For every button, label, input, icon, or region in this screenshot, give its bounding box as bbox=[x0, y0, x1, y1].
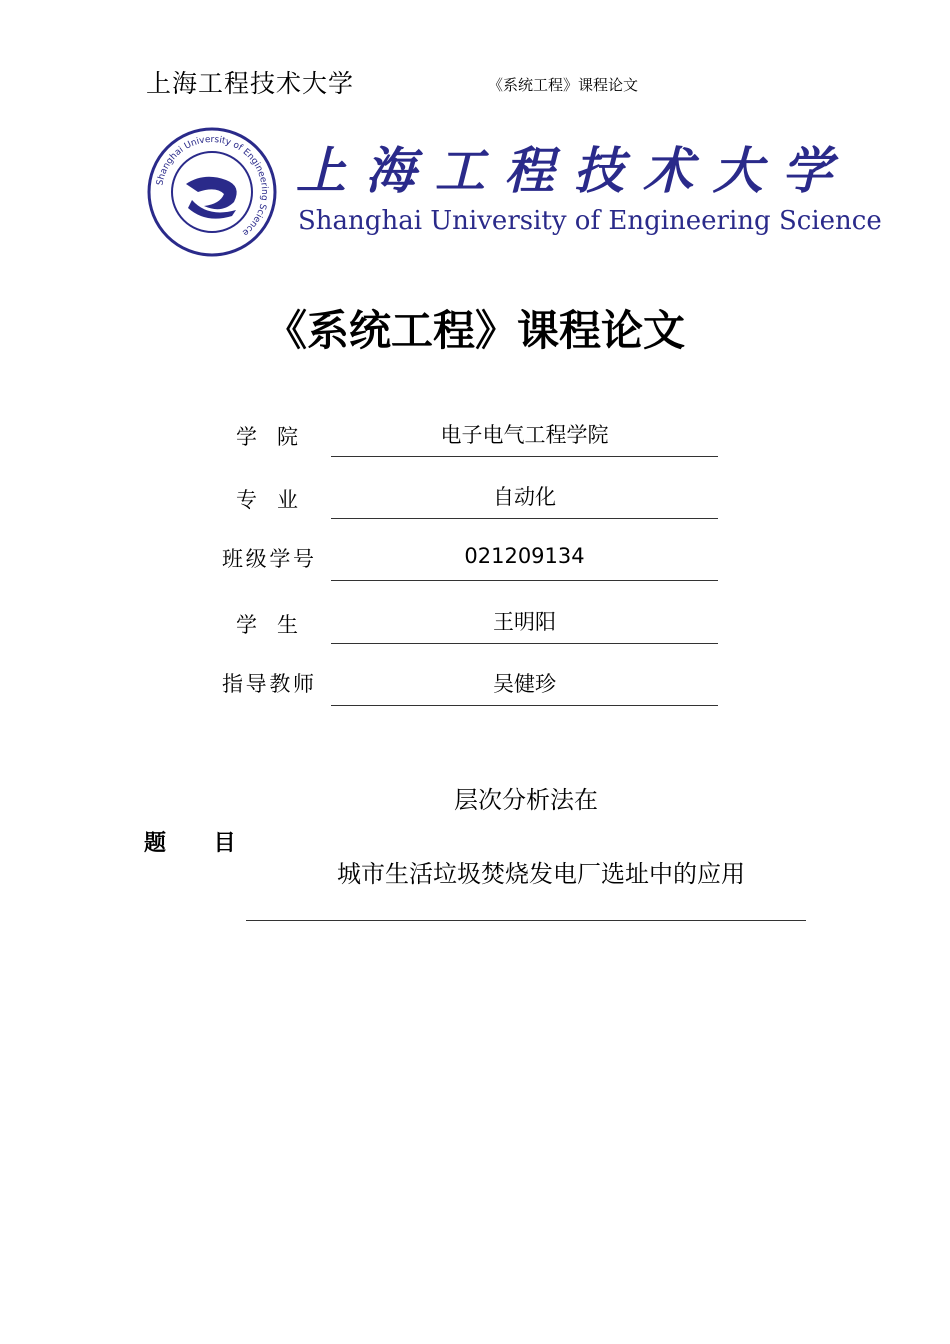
field-underline bbox=[331, 643, 718, 644]
topic-underline bbox=[246, 920, 806, 921]
header-course-title: 《系统工程》课程论文 bbox=[488, 76, 639, 94]
field-label-college: 学 院 bbox=[236, 425, 298, 449]
document-title: 《系统工程》课程论文 bbox=[264, 306, 685, 355]
topic-title-line-1: 层次分析法在 bbox=[454, 786, 598, 814]
field-value-class-id: 021209134 bbox=[464, 544, 585, 568]
field-underline bbox=[331, 456, 718, 457]
topic-label: 题 目 bbox=[144, 831, 256, 856]
field-label-student: 学 生 bbox=[236, 613, 298, 637]
field-underline bbox=[331, 580, 718, 581]
field-underline bbox=[331, 705, 718, 706]
university-name-chinese: 上海工程技术大学 bbox=[296, 141, 836, 200]
header-university-name: 上海工程技术大学 bbox=[146, 69, 355, 98]
field-underline bbox=[331, 518, 718, 519]
topic-title-line-2: 城市生活垃圾焚烧发电厂选址中的应用 bbox=[337, 860, 745, 888]
field-label-advisor: 指导教师 bbox=[222, 672, 314, 696]
field-label-major: 专 业 bbox=[236, 488, 298, 512]
field-label-class-id: 班级学号 bbox=[222, 547, 314, 571]
field-value-major: 自动化 bbox=[493, 485, 556, 509]
seal-text: Shanghai University of Engineering Science bbox=[155, 134, 270, 238]
university-seal-icon bbox=[146, 126, 278, 258]
university-logo-banner bbox=[140, 124, 882, 264]
field-value-student: 王明阳 bbox=[493, 610, 556, 634]
university-name-english: Shanghai University of Engineering Science bbox=[298, 206, 882, 236]
field-value-college: 电子电气工程学院 bbox=[440, 423, 609, 447]
field-value-advisor: 吴健珍 bbox=[493, 672, 556, 696]
